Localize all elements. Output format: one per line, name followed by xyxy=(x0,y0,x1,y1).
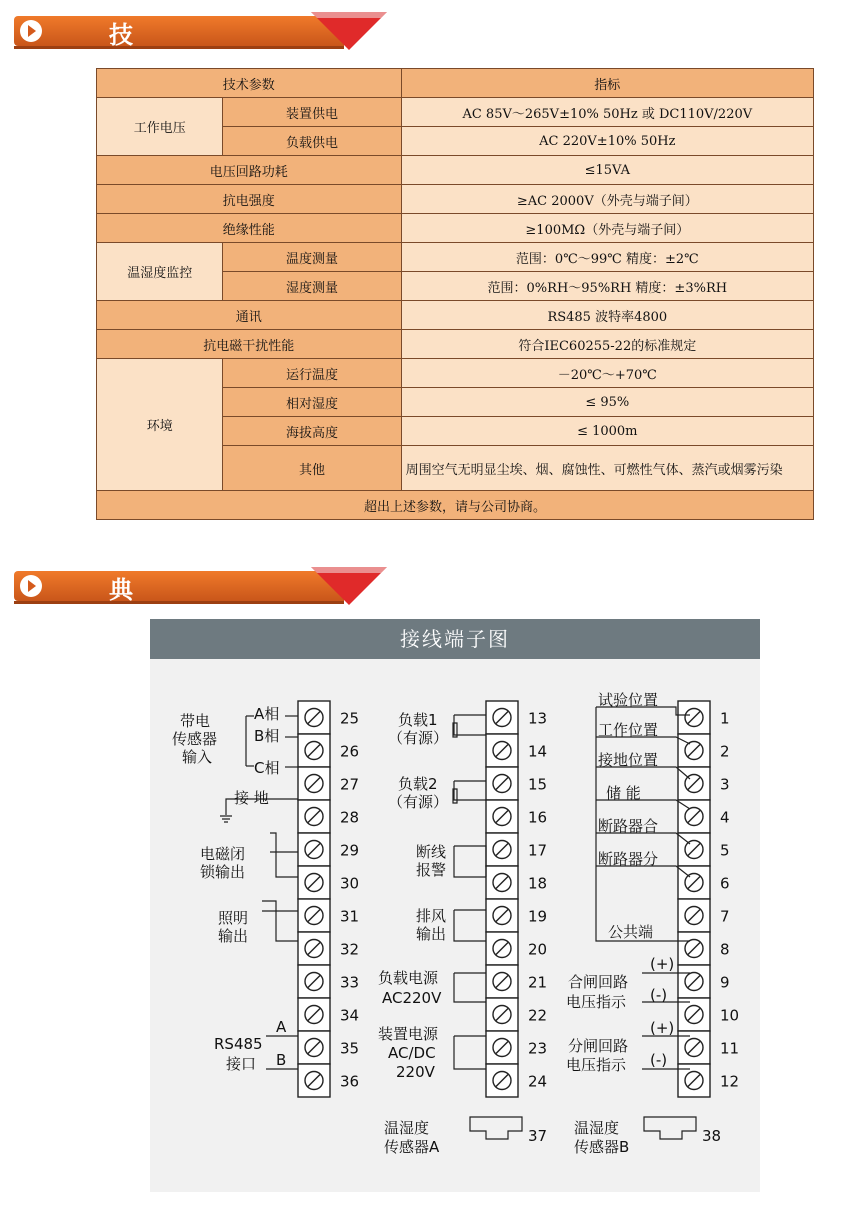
table-cell-group: 抗电磁干扰性能 xyxy=(97,330,402,359)
terminal-number: 23 xyxy=(528,1039,548,1058)
section-title: 典型接线图 xyxy=(109,576,137,744)
table-cell-value: AC 85V～265V±10% 50Hz 或 DC110V/220V xyxy=(401,98,813,127)
play-arrow-icon xyxy=(20,575,42,597)
red-triangle-icon xyxy=(309,565,389,607)
label-sensor: 传感器 xyxy=(172,730,218,748)
table-row xyxy=(97,156,814,185)
label-sensor-b: 温湿度 xyxy=(574,1119,620,1137)
label-phase-c: C相 xyxy=(254,759,280,777)
wiring-diagram xyxy=(150,619,760,1192)
table-cell-value: ≥AC 2000V（外壳与端子间） xyxy=(401,185,813,214)
terminal-number: 3 xyxy=(720,775,730,794)
table-cell-group: 工作电压 xyxy=(97,98,223,156)
label-plus: (+) xyxy=(650,1019,675,1037)
label-work-pos: 工作位置 xyxy=(598,721,659,739)
label-loadpower: 负载电源 xyxy=(378,969,439,987)
section-title: 技 xyxy=(109,21,137,49)
table-header-value: 指标 xyxy=(401,69,813,98)
header-underline xyxy=(14,46,344,49)
label-sensor: 带电 xyxy=(180,712,211,730)
table-cell-sub: 其他 xyxy=(223,446,401,491)
label-fan: 排风 xyxy=(416,907,447,925)
terminal-number: 7 xyxy=(720,907,730,926)
label-light: 输出 xyxy=(218,927,249,945)
label-close-circuit: 合闸回路 xyxy=(568,973,629,991)
label-break: 断线 xyxy=(416,843,447,861)
label-test-pos: 试验位置 xyxy=(598,691,659,709)
header-bar xyxy=(14,16,344,46)
table-row xyxy=(97,243,814,272)
table-cell-value: 周围空气无明显尘埃、烟、腐蚀性、可燃性气体、蒸汽或烟雾污染 xyxy=(401,446,813,491)
label-fan: 输出 xyxy=(416,925,447,943)
terminal-number: 10 xyxy=(720,1006,740,1025)
terminal-number: 16 xyxy=(528,808,548,827)
label-rs485-a: A xyxy=(276,1018,287,1036)
label-rs485: RS485 xyxy=(214,1035,263,1053)
table-cell-value: 符合IEC60255-22的标准规定 xyxy=(401,330,813,359)
table-cell-value: ≤ 95% xyxy=(401,388,813,417)
label-sensor-a: 温湿度 xyxy=(384,1119,430,1137)
table-row xyxy=(97,330,814,359)
terminal-number: 12 xyxy=(720,1072,740,1091)
terminal-number: 29 xyxy=(340,841,360,860)
table-row xyxy=(97,491,814,520)
label-sensor: 输入 xyxy=(182,748,213,766)
table-cell-group: 抗电强度 xyxy=(97,185,402,214)
label-light: 照明 xyxy=(218,909,249,927)
play-arrow-icon xyxy=(20,20,42,42)
table-header-param: 技术参数 xyxy=(97,69,402,98)
table-cell-sub: 负载供电 xyxy=(223,127,401,156)
label-sensor-a-num: 37 xyxy=(528,1127,548,1145)
terminal-number: 11 xyxy=(720,1039,740,1058)
wiring-svg xyxy=(150,619,760,1192)
label-close-circuit: 电压指示 xyxy=(566,993,627,1011)
label-sensor-a: 传感器A xyxy=(384,1138,440,1156)
terminal-number: 28 xyxy=(340,808,360,827)
label-rs485: 接口 xyxy=(226,1055,257,1073)
table-cell-group: 通讯 xyxy=(97,301,402,330)
label-ground: 接 地 xyxy=(234,789,269,807)
label-phase-a: A相 xyxy=(254,705,280,723)
table-cell-sub: 湿度测量 xyxy=(223,272,401,301)
label-load1: 负载1 xyxy=(398,711,438,729)
terminal-number: 9 xyxy=(720,973,730,992)
label-lock: 电磁闭 xyxy=(200,845,246,863)
terminal-number: 17 xyxy=(528,841,548,860)
label-rs485-b: B xyxy=(276,1051,287,1069)
terminal-number: 30 xyxy=(340,874,360,893)
table-cell-sub: 温度测量 xyxy=(223,243,401,272)
table-row xyxy=(97,301,814,330)
terminal-number: 5 xyxy=(720,841,730,860)
label-ground-pos: 接地位置 xyxy=(598,751,659,769)
label-open-circuit: 分闸回路 xyxy=(568,1037,629,1055)
red-triangle-icon xyxy=(309,10,389,52)
diagram-title: 接线端子图 xyxy=(150,619,760,659)
table-cell-sub: 相对湿度 xyxy=(223,388,401,417)
label-devpower: AC/DC xyxy=(388,1044,436,1062)
terminal-number: 27 xyxy=(340,775,360,794)
label-lock: 锁输出 xyxy=(200,863,246,881)
table-cell-group: 绝缘性能 xyxy=(97,214,402,243)
label-storage: 储 能 xyxy=(606,784,641,802)
label-loadpower: AC220V xyxy=(382,989,442,1007)
header-bar xyxy=(14,571,344,601)
table-cell-sub: 运行温度 xyxy=(223,359,401,388)
terminal-number: 36 xyxy=(340,1072,360,1091)
table-cell-group: 环境 xyxy=(97,359,223,491)
terminal-number: 32 xyxy=(340,940,360,959)
table-cell-value: 范围：0%RH～95%RH 精度：±3%RH xyxy=(401,272,813,301)
label-sensor-b-num: 38 xyxy=(702,1127,722,1145)
label-devpower: 装置电源 xyxy=(378,1025,439,1043)
label-common: 公共端 xyxy=(608,923,654,941)
table-row xyxy=(97,98,814,127)
terminal-number: 20 xyxy=(528,940,548,959)
table-cell-value: RS485 波特率4800 xyxy=(401,301,813,330)
label-plus: (+) xyxy=(650,955,675,973)
terminal-number: 24 xyxy=(528,1072,548,1091)
table-row xyxy=(97,359,814,388)
table-cell-sub: 装置供电 xyxy=(223,98,401,127)
table-row xyxy=(97,185,814,214)
header-underline xyxy=(14,601,344,604)
table-cell-value: AC 220V±10% 50Hz xyxy=(401,127,813,156)
terminal-number: 14 xyxy=(528,742,548,761)
table-cell-value: ≤15VA xyxy=(401,156,813,185)
label-open-circuit: 电压指示 xyxy=(566,1056,627,1074)
table-cell-sub: 海拔高度 xyxy=(223,417,401,446)
terminal-number: 34 xyxy=(340,1006,360,1025)
label-breaker-close: 断路器合 xyxy=(598,817,659,835)
terminal-number: 22 xyxy=(528,1006,548,1025)
label-minus: (-) xyxy=(650,1051,668,1069)
terminal-number: 8 xyxy=(720,940,730,959)
terminal-number: 26 xyxy=(340,742,360,761)
terminal-number: 18 xyxy=(528,874,548,893)
table-cell-value: 范围：0℃～99℃ 精度：±2℃ xyxy=(401,243,813,272)
label-load1: （有源） xyxy=(388,729,449,747)
label-load2: （有源） xyxy=(388,793,449,811)
terminal-number: 4 xyxy=(720,808,730,827)
table-cell-value: ≤ 1000m xyxy=(401,417,813,446)
terminal-number: 15 xyxy=(528,775,548,794)
terminal-number: 31 xyxy=(340,907,360,926)
terminal-number: 13 xyxy=(528,709,548,728)
label-devpower: 220V xyxy=(396,1063,435,1081)
table-footer: 超出上述参数，请与公司协商。 xyxy=(97,491,814,520)
label-load2: 负载2 xyxy=(398,775,438,793)
label-minus: (-) xyxy=(650,986,668,1004)
terminal-number: 1 xyxy=(720,709,730,728)
terminal-number: 19 xyxy=(528,907,548,926)
spec-table xyxy=(96,68,814,520)
table-cell-value: ≥100MΩ（外壳与端子间） xyxy=(401,214,813,243)
table-cell-value: －20℃～+70℃ xyxy=(401,359,813,388)
table-row xyxy=(97,214,814,243)
terminal-number: 25 xyxy=(340,709,360,728)
terminal-number: 33 xyxy=(340,973,360,992)
terminal-number: 6 xyxy=(720,874,730,893)
label-phase-b: B相 xyxy=(254,727,280,745)
table-cell-group: 温湿度监控 xyxy=(97,243,223,301)
label-break: 报警 xyxy=(416,861,447,879)
terminal-number: 2 xyxy=(720,742,730,761)
label-breaker-open: 断路器分 xyxy=(598,850,659,868)
terminal-number: 21 xyxy=(528,973,548,992)
label-sensor-b: 传感器B xyxy=(574,1138,630,1156)
terminal-number: 35 xyxy=(340,1039,360,1058)
table-cell-group: 电压回路功耗 xyxy=(97,156,402,185)
